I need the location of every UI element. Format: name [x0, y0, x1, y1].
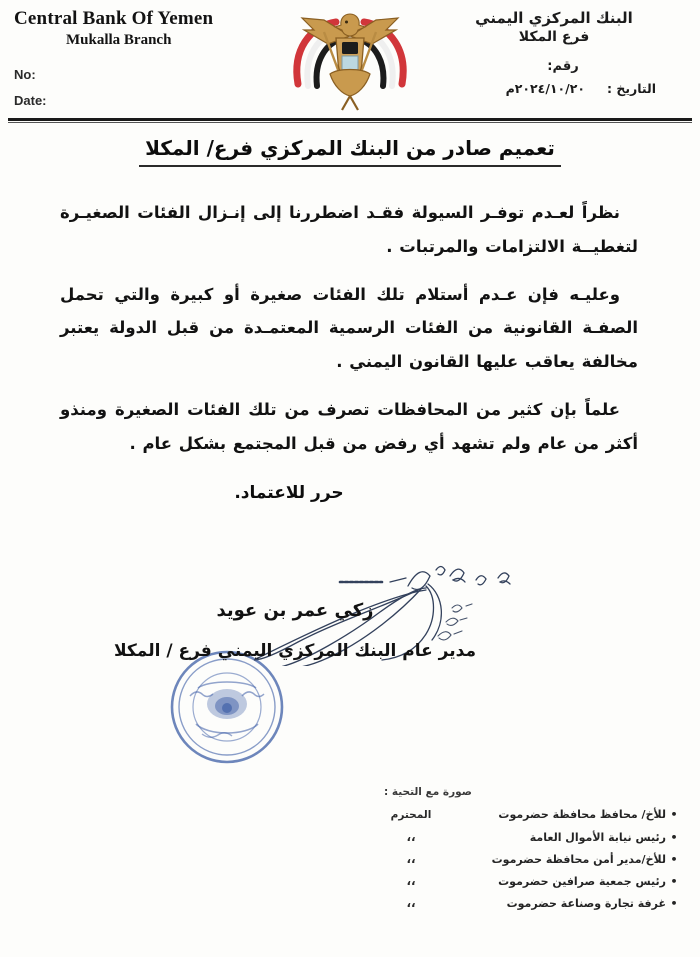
number-field-label-english: No: — [14, 66, 36, 82]
distribution-recipient: غرفة تجارة وصناعة حضرموت — [506, 897, 666, 911]
list-item — [380, 897, 680, 910]
distribution-honorific: المحترم — [390, 809, 432, 821]
bullet-icon: • — [670, 897, 678, 911]
bullet-icon: • — [670, 830, 678, 844]
date-field-label-arabic: التاريخ : — [606, 81, 656, 97]
distribution-recipient: للأخ/ محافظ محافظة حضرموت — [498, 808, 666, 821]
distribution-title: صورة مع التحية : — [384, 786, 472, 798]
yemen-national-emblem-icon — [284, 6, 416, 114]
distribution-recipient: رئيس جمعية صرافين حضرموت — [498, 874, 666, 888]
signature-block — [40, 600, 550, 661]
letterhead-english-block — [14, 8, 264, 108]
list-item — [380, 853, 680, 866]
list-item — [380, 875, 680, 888]
distribution-honorific: ،، — [406, 873, 416, 888]
letterhead-arabic-block — [424, 8, 684, 96]
bank-name-english: Central Bank Of Yemen — [14, 8, 214, 29]
letterhead-divider — [8, 118, 692, 121]
date-field-arabic — [424, 81, 684, 96]
branch-name-arabic: فرع المكلا — [518, 29, 590, 46]
document-title-row — [0, 136, 700, 167]
bank-name-arabic: البنك المركزي اليمني — [475, 9, 633, 27]
date-field-label-english: Date: — [14, 92, 47, 108]
branch-name-english: Mukalla Branch — [66, 31, 172, 48]
signatory-title: مدير عام البنك المركزي اليمني فرع / المكلا — [114, 641, 476, 661]
distribution-list — [380, 809, 680, 910]
letterhead — [0, 0, 700, 122]
page-title: تعميم صادر من البنك المركزي فرع/ المكلا — [139, 136, 561, 167]
date-field-value: ٢٠٢٤/١٠/٢٠م — [505, 81, 585, 97]
bank-seal-stamp-icon — [168, 648, 286, 766]
distribution-honorific: ،، — [406, 896, 416, 911]
list-item — [380, 831, 680, 844]
number-field-label-arabic: رقم: — [547, 59, 579, 75]
distribution-section — [380, 786, 680, 919]
closing-statement: حرر للاعتماد. — [234, 482, 344, 503]
bullet-icon: • — [670, 808, 678, 821]
list-item — [380, 809, 680, 822]
distribution-honorific: ،، — [406, 829, 416, 844]
distribution-honorific: ،، — [406, 851, 416, 866]
bullet-icon: • — [670, 852, 678, 866]
body-paragraph: نظراً لعـدم توفـر السيولة فقـد اضطررنا إلى إنـزال الفئات الصغيـرة لتغطيــة الالتزامات والمرتبات . — [60, 203, 638, 256]
body-paragraph: وعليـه فإن عـدم أستلام تلك الفئات صغيرة أو كبيرة والتي تحمل الصفـة القانونية من الفئات الرسمية المعتمـدة من قبل الدولة يعتبر مخالفة يعاقب عليها القانون اليمني . — [60, 284, 638, 372]
signatory-name: زكي عمر بن عويد — [216, 600, 374, 621]
distribution-recipient: رئيس نيابة الأموال العامة — [529, 830, 666, 844]
body-paragraph: علماً بإن كثير من المحافظات تصرف من تلك الفئات الصغيرة ومنذو أكثر من عام ولم تشهد أي رفض من قبل المجتمع بشكل عام . — [60, 400, 638, 453]
distribution-recipient: للأخ/مدير أمن محافظة حضرموت — [491, 852, 666, 866]
bullet-icon: • — [670, 874, 678, 888]
document-body — [60, 196, 638, 503]
